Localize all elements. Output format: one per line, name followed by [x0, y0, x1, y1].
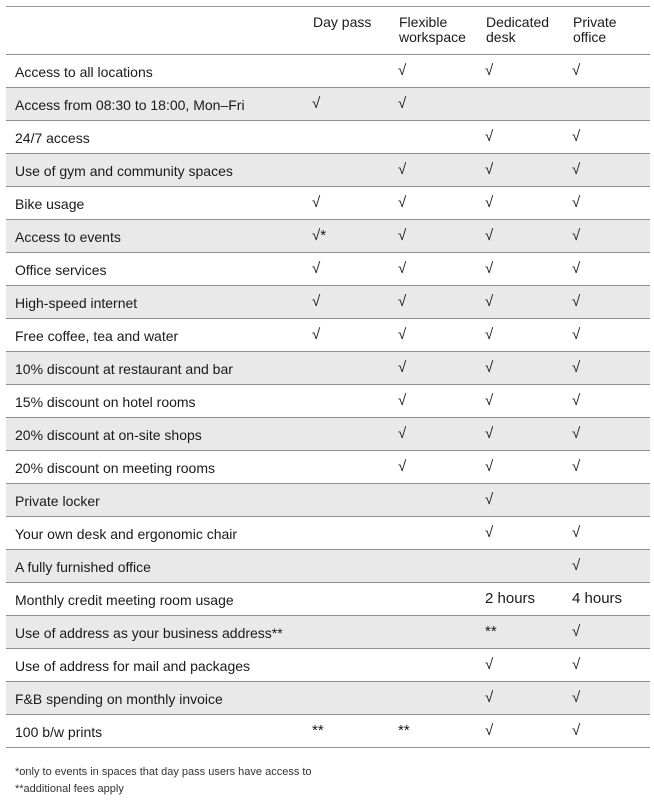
- feature-label: 10% discount at restaurant and bar: [15, 361, 233, 377]
- table-header: [6, 7, 650, 54]
- table-cell: √: [312, 260, 321, 277]
- table-cell: √: [312, 326, 321, 343]
- table-cell: √: [398, 227, 407, 244]
- table-cell: **: [312, 722, 324, 739]
- column-header-line: workspace: [399, 29, 466, 45]
- table-cell: √: [572, 689, 581, 706]
- table-cell: √: [485, 128, 494, 145]
- column-header-line: Dedicated: [486, 14, 550, 30]
- table-cell: √: [572, 722, 581, 739]
- table-cell: √: [398, 458, 407, 475]
- table-cell: √: [572, 524, 581, 541]
- table-row: [6, 384, 650, 417]
- table-cell: √: [398, 194, 407, 211]
- column-header-line: Day pass: [313, 14, 372, 30]
- feature-label: 24/7 access: [15, 130, 90, 146]
- table-cell: √: [398, 326, 407, 343]
- column-header-private-office: [573, 15, 617, 45]
- table-cell: √: [398, 260, 407, 277]
- feature-label: Private locker: [15, 493, 100, 509]
- table-cell: 4 hours: [572, 590, 623, 607]
- table-cell: √: [572, 425, 581, 442]
- table-cell: √: [485, 524, 494, 541]
- feature-label: Free coffee, tea and water: [15, 328, 179, 344]
- table-cell: √: [485, 293, 494, 310]
- table-cell: √*: [312, 227, 327, 244]
- table-cell: √: [485, 689, 494, 706]
- table-row: [6, 186, 650, 219]
- table-cell: √: [485, 260, 494, 277]
- table-cell: √: [572, 557, 581, 574]
- table-cell: √: [572, 623, 581, 640]
- feature-label: Access from 08:30 to 18:00, Mon–Fri: [15, 97, 245, 113]
- table-cell: √: [572, 392, 581, 409]
- feature-label: 15% discount on hotel rooms: [15, 394, 196, 410]
- feature-label: Use of address for mail and packages: [15, 658, 251, 674]
- table-row: [6, 714, 650, 748]
- footnotes: [15, 764, 312, 798]
- table-cell: √: [398, 359, 407, 376]
- table-cell: √: [572, 161, 581, 178]
- feature-label: 20% discount on meeting rooms: [15, 460, 215, 476]
- table-row: [6, 417, 650, 450]
- table-cell: √: [572, 128, 581, 145]
- feature-label: Use of gym and community spaces: [15, 163, 233, 179]
- table-row: [6, 681, 650, 714]
- table-cell: √: [572, 227, 581, 244]
- feature-label: 100 b/w prints: [15, 724, 103, 740]
- table-row: [6, 549, 650, 582]
- table-cell: √: [485, 656, 494, 673]
- table-row: [6, 615, 650, 648]
- column-header-line: Private: [573, 14, 617, 30]
- table-cell: √: [485, 161, 494, 178]
- table-row: [6, 153, 650, 186]
- feature-label: Your own desk and ergonomic chair: [15, 526, 238, 542]
- feature-label: 20% discount at on-site shops: [15, 427, 202, 443]
- feature-label: Access to all locations: [15, 64, 153, 80]
- table-cell: **: [485, 623, 497, 640]
- table-cell: √: [572, 359, 581, 376]
- table-cell: √: [485, 458, 494, 475]
- table-row: [6, 87, 650, 120]
- feature-label: Use of address as your business address**: [15, 625, 283, 641]
- feature-label: A fully furnished office: [15, 559, 151, 575]
- table-row: [6, 483, 650, 516]
- feature-label: Office services: [15, 262, 107, 278]
- feature-label: Monthly credit meeting room usage: [15, 592, 234, 608]
- table-row: [6, 582, 650, 615]
- feature-label: Bike usage: [15, 196, 85, 212]
- table-cell: **: [398, 722, 410, 739]
- table-cell: √: [312, 95, 321, 112]
- table-cell: √: [485, 326, 494, 343]
- column-header-line: Flexible: [399, 14, 448, 30]
- table-cell: √: [572, 260, 581, 277]
- table-cell: √: [485, 392, 494, 409]
- table-cell: √: [398, 392, 407, 409]
- table-cell: √: [572, 62, 581, 79]
- footnote-events: *only to events in spaces that day pass users have access to: [15, 766, 312, 778]
- table-row: [6, 450, 650, 483]
- table-cell: √: [572, 326, 581, 343]
- table-row: [6, 252, 650, 285]
- table-row: [6, 516, 650, 549]
- footnote-fees: **additional fees apply: [15, 783, 124, 795]
- table-row: [6, 54, 650, 87]
- table-cell: √: [398, 161, 407, 178]
- table-cell: √: [485, 62, 494, 79]
- table-row: [6, 351, 650, 384]
- table-cell: √: [485, 425, 494, 442]
- table-cell: √: [398, 95, 407, 112]
- table-row: [6, 318, 650, 351]
- column-header-line: office: [573, 29, 607, 45]
- table-row: [6, 219, 650, 252]
- column-header-line: desk: [486, 29, 516, 45]
- table-cell: √: [572, 194, 581, 211]
- table-cell: √: [485, 227, 494, 244]
- table-cell: √: [572, 293, 581, 310]
- table-cell: √: [485, 491, 494, 508]
- table-row: [6, 120, 650, 153]
- table-cell: √: [398, 62, 407, 79]
- table-cell: √: [398, 293, 407, 310]
- table-cell: 2 hours: [485, 590, 536, 607]
- column-header-flexible-workspace: [399, 15, 466, 45]
- comparison-table-body: [6, 54, 650, 748]
- table-cell: √: [485, 194, 494, 211]
- table-row: [6, 285, 650, 318]
- feature-label: High-speed internet: [15, 295, 138, 311]
- table-cell: √: [398, 425, 407, 442]
- column-header-day-pass: [313, 15, 371, 30]
- table-cell: √: [312, 293, 321, 310]
- feature-label: Access to events: [15, 229, 121, 245]
- table-row: [6, 648, 650, 681]
- table-cell: √: [485, 359, 494, 376]
- table-cell: √: [485, 722, 494, 739]
- table-cell: √: [572, 458, 581, 475]
- table-cell: √: [572, 656, 581, 673]
- column-header-dedicated-desk: [486, 15, 549, 45]
- feature-label: F&B spending on monthly invoice: [15, 691, 223, 707]
- table-cell: √: [312, 194, 321, 211]
